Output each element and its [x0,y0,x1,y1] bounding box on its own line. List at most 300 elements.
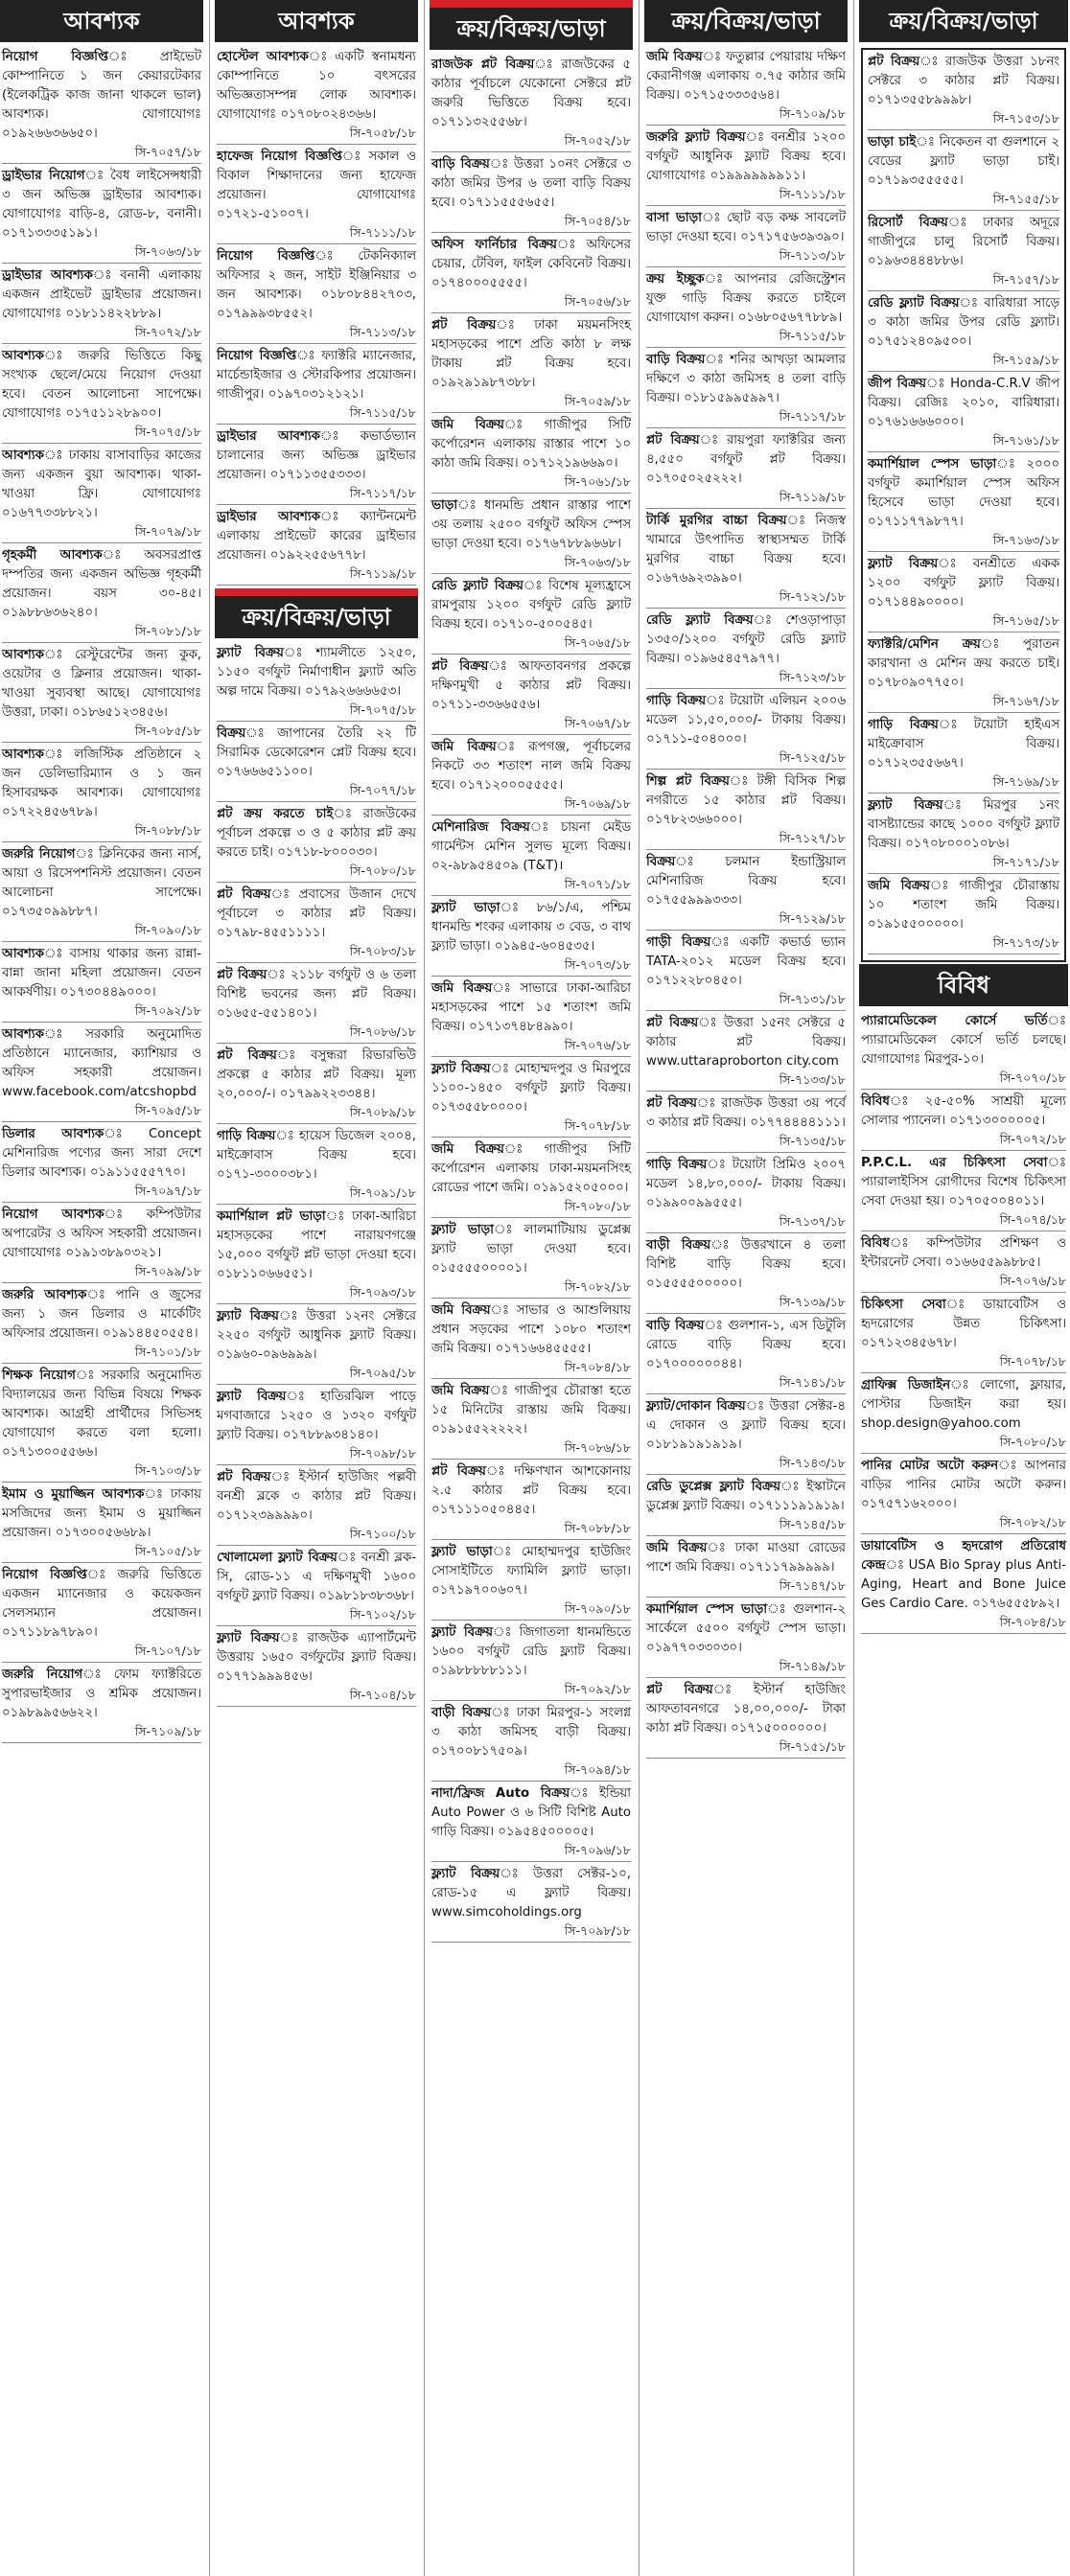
ad-body: ঃ অফিসের চেয়ার, টেবিল, ফাইল কেবিনেট বিক্রয়। ০১৭৪০০০৫৫৫৫। [431,238,631,290]
ad-body: ঃ রাজউক এ্যাপার্টমেন্ট উত্তরায় ১৬৫০ বর্গফুটের ফ্ল্যাট বিক্রয়। ০১৭৭১৯৯৯৪৫৬। [217,1631,416,1684]
classified-ad [217,1629,416,1687]
ad-code: সি-৭০৫৪/১৮ [431,213,631,233]
classified-ad [431,1060,631,1117]
classified-ad [646,1397,846,1455]
classified-ad [217,805,416,862]
classified-ad [217,1549,416,1606]
ad-body: ঃ রূপগঞ্জ, পূর্বাচলের নিকটে ৩৩ শতাংশ নাল জমি বিক্রয় হবে। ০১৭১২০০০৫৫৫৫। [431,740,631,793]
classified-ad [868,716,1059,773]
ad-body: ঃ মোহাম্মদপুর হাউজিং সোসাইটিতে ফ্যামিলি ফ্ল্যাট ভাড়া। ০১৭১৯৭০০৬০৭। [431,1545,631,1598]
ad-code: সি-৭০৮১/১৮ [2,623,201,643]
classified-ad [2,746,201,822]
ad-title: শিক্ষক নিয়োগ [2,1368,76,1383]
ad-body: ঃ চলমান ইন্ডাস্ট্রিয়াল মেশিনারিজ বিক্রয় হবে। ০১৭৫৫৯৯৯৩৩৩। [646,855,846,908]
ad-code: সি-৭০৮০/১৮ [431,1198,631,1218]
classified-ad [217,1046,416,1104]
ad-body: ঃ সরকারি অনুমোদিত প্রতিষ্ঠানে ম্যানেজার, ক্যাশিয়ার ও অফিস সহকারী প্রয়োজন। www.facebook.com/atcshopbd [2,1027,201,1099]
classified-ad [217,1208,416,1284]
ad-body: ঃ সাভার ও আশুলিয়ায় প্রধান সড়কের পাশে ১০৮০ শতাংশ জমি বিক্রয়। ০১৭১৬৬৪৫৫৫৫। [431,1303,631,1356]
ad-code: সি-৭০৭৫/১৮ [2,424,201,444]
ad-title: প্লট ক্রয় করতে চাই [217,807,334,821]
ad-title: জমি বিক্রয় [646,50,703,64]
ad-title: ডায়াবেটিস ও হৃদরোগ প্রতিরোধ কেন্দ্র [861,1539,1066,1573]
ad-list [644,48,848,1759]
ad-code: সি-৭০৮২/১৮ [431,1278,631,1299]
ad-code: সি-৭০৭১/১৮ [431,876,631,896]
ad-code: সি-৭০৮০/১৮ [861,1434,1066,1454]
ad-body: ঃ ধানমন্ডি প্রধান রাস্তার পাশে ৩য় তলায় ২৫০০ বর্গফুট অফিস স্পেস ভাড়া দেওয়া হবে। ০১৭৬৭৮৮৯৬৬৮। [431,498,631,551]
ad-code: সি-৭০৮৮/১৮ [2,822,201,842]
classified-ad [868,375,1059,432]
ad-code: সি-৭০৯০/১৮ [431,1600,631,1621]
classified-ad [861,1537,1066,1614]
ad-body: ঃ উত্তরা ১২নং সেক্টরে ২২৫০ বর্গফুট আধুনিক ফ্ল্যাট বিক্রয়। ০১৯৬০-০৯৬৯৯৯। [217,1309,416,1362]
ad-title: কমার্শিয়াল স্পেস ভাড়া [646,1602,768,1617]
classified-ad [646,1478,846,1516]
ad-body: ঃ শেওড়াপাড়া ১৩৫০/১২০০ বর্গফুট রেডি ফ্ল্যাট বিক্রয়। ০১৯৬৫৪৫৭৯৭৭। [646,613,846,666]
ad-title: বাড়ি বিক্রয় [646,1319,705,1333]
ad-code: সি-৭১৪৯/১৮ [646,1658,846,1678]
ad-body: ঃ মিরপুর ১নং বাসষ্ট্যান্ডের কাছে ১০০০ বর্গফুট ফ্ল্যাট বিক্রয়। ০১৭০৮০০০১০৮৬। [868,798,1060,851]
ad-code: সি-৭১০৭/১৮ [2,1643,201,1663]
classified-ad [646,1681,846,1738]
ad-title: বিবিধ [861,1236,890,1251]
ad-body: ঃ রাজউকের ৫ কাঠার পূর্বাচলে যেকোনো সেক্টরে প্লট জরুরি ভিত্তিতে বিক্রয় হবে। ০১৭১১৩২৫৫৬৮। [431,58,631,129]
ad-code: সি-৭১৭৩/১৮ [868,934,1059,954]
classified-ad [2,546,201,623]
classified-ad [217,508,416,565]
ad-body: ঃ ঢাকা ময়মনসিংহ মহাসড়কের পাশে প্রতি কাঠা ৮ লক্ষ টাকায় প্লট বিক্রয় হবে। ০১৯২৯১৯৮৭৩৮৮। [431,318,631,390]
classified-ad [431,1865,631,1922]
ad-body: ঃ পানি ও জুসের জন্য ১ জন ডিলার ও মার্কেটিং অফিসার প্রয়োজন। ০১৯১৪৪৫০৫৫৪। [2,1288,201,1341]
ad-title: ড্রাইভার আবশ্যক [2,268,93,283]
ad-body: ঃ কম্পিউটার প্রশিক্ষণ ও ইন্টারনেট সেবা। ০১৬৬৫৫৯৯৮৮৫। [861,1236,1066,1270]
ad-title: গাড়ি বিক্রয় [646,1158,708,1172]
classified-ad [868,294,1059,352]
ad-code: সি-৭১০০/১৮ [217,1526,416,1546]
ad-body: ঃ টয়োটা হাইএস মাইক্রোবাস বিক্রয়। ০১৭১২৩৫৫৬৬৭। [868,718,1060,770]
column-divider [209,0,210,2576]
ad-code: সি-৭০৫৭/১৮ [2,144,201,164]
ad-body: ঃ রাজউক উত্তরা ৩য় পর্বে ৩ কাঠার প্লট বিক্রয়। ০১৭৭৪৪৪৪১১১। [646,1096,846,1130]
ad-body: ঃ হায়েস ডিজেল ২০০৪, মাইক্রোবাস বিক্রয় হবে। ০১৭১-৩০০০৩৮১। [217,1129,416,1182]
ad-body: ঃ সকাল ও বিকাল শিক্ষাদানের জন্য হাফেজ প্রয়োজন। যোগাযোগঃ ০১৭২১-৫১০০৭। [217,150,416,221]
ad-title: বাড়ী বিক্রয় [646,1238,711,1253]
classified-ad [217,427,416,485]
ad-title: রেডি ফ্ল্যাট বিক্রয় [431,579,523,593]
classified-ad [861,1234,1066,1273]
classified-ad [431,155,631,213]
ad-title: প্লট বিক্রয় [217,1470,271,1484]
ad-body: ঃ বাসায় থাকার জন্য রান্না-বান্না জানা মহিলা প্রয়োজন। বেতন আকর্ষণীয়। ০১৭৩০৪৪৯০০০। [2,947,201,1000]
ad-code: সি-৭১১৯/১৮ [646,489,846,509]
column-divider [853,0,854,2576]
classified-ad [861,1012,1066,1070]
ad-body: ঃ বসুন্ধরা রিভারভিউ প্রকল্পে ৫ কাঠার প্লট বিক্রয়। মূল্য ২০,০০০/-। ০১৭৯৯২২৩৩৪৪। [217,1048,416,1101]
ad-title: মেশিনারিজ বিক্রয় [431,820,530,835]
ad-title: জরুরি নিয়োগ [2,847,76,862]
ad-title: নিয়োগ বিজ্ঞপ্তি [217,349,297,363]
ad-body: ঃ আপনার রেজিস্ট্রেশন যুক্ত গাড়ি বিক্রয় করতে চাইলে যোগাযোগ করুন। ০১৬৮০৫৬৭৭৮৮৯। [646,272,846,325]
ad-title: রেডি ফ্ল্যাট বিক্রয় [646,613,754,628]
classified-ad [2,1206,201,1263]
ad-title: ফ্ল্যাট বিক্রয় [217,1309,279,1323]
ad-title: ফ্ল্যাট বিক্রয় [431,1062,491,1076]
ad-code: সি-৭০৭২/১৮ [861,1131,1066,1151]
ad-body: ঃ কভার্ডভ্যান চালানোর জন্য অভিজ্ঞ ড্রাইভার প্রয়োজন। ০১৭১১৩৫৫৩৩৩। [217,429,416,482]
classified-ad [217,347,416,404]
ad-body: ঃ গাজীপুর সিটি কর্পোরেশন এলাকায় ঢাকা-ময়মনসিংহ রোডের পাশে জমি। ০১৯১৫২০৫০০০। [431,1142,631,1195]
ad-list [215,48,418,586]
ad-code: সি-৭০৮৩/১৮ [217,943,416,963]
ad-body: ঃ ঢাকায় মসজিদের জন্য ইমাম ও মুয়াজ্জিন প্রয়োজন। ০১৭৩০০৫৬৬৮৯। [2,1487,201,1540]
ad-code: সি-৭১০১/১৮ [2,1344,201,1364]
classified-ad [646,48,846,105]
ad-body: ঃ রায়পুরা ফ্যাক্টরির জন্য ৪,৫৫০ বর্গফুট প্লট বিক্রয়। ০১৭০৫০২৫২২২। [646,433,847,486]
ad-body: ঃ হাতিরঝিল পাড়ে মগবাজারে ১২৫০ ও ১৩২০ বর্গফুট ফ্ল্যাট বিক্রয়। ০১৭৮৮৯৩৪১৪০। [217,1390,416,1442]
ad-code: সি-৭০৯৫/১৮ [217,1365,416,1385]
ad-body: ঃ টঙ্গী বিসিক শিল্প নগরীতে ১৫ কাঠার প্লট বিক্রয়। ০১৭৮২৩৬৬০০০। [646,774,846,827]
ad-title: বিক্রয় [646,855,676,869]
classified-ad [217,1127,416,1184]
ad-code: সি-৭০৮২/১৮ [861,1514,1066,1534]
ad-title: জমি বিক্রয় [431,981,493,996]
ad-code: সি-৭১০৪/১৮ [217,1687,416,1707]
ad-body: ঃ রাজউক উত্তরা ১৮নং সেক্টরে ৩ কাঠার প্লট বিক্রয়। ০১৭১৩৫৫৮৯৯৯৮। [868,55,1059,107]
ad-body: ঃ দক্ষিণখান আশকোনায় ২.৫ কাঠার প্লট বিক্রয় হবে। ০১৭১১১০৫০৪৪৫। [431,1464,632,1517]
classified-ad [646,1236,846,1294]
ad-title: প্লট বিক্রয় [646,1683,713,1697]
ad-title: চিকিৎসা সেবা [861,1298,946,1312]
ad-body: ঃ অবসরপ্রাপ্ত দম্পতির জন্য একজন অভিজ্ঞ গৃহকর্মী প্রয়োজন। বয়স ৩০-৪৫। ০১৯৮৮৬৩৬২৪০। [2,548,201,620]
classified-ad [646,128,846,186]
ad-code: সি-৭১২৭/১৮ [646,830,846,850]
ad-title: নিয়োগ বিজ্ঞপ্তি [2,50,108,64]
ad-code: সি-৭০৯০/১৮ [2,922,201,942]
ad-body: ঃ ইস্কাটনে ডুপ্লেক্স ফ্ল্যাট বিক্রয়। ০১৭১১১৯১৯১৯। [646,1480,846,1513]
ad-code: সি-৭০৬৭/১৮ [431,715,631,735]
ad-body: ঃ একটি কভার্ড ভ্যান TATA-২০১২ মডেল বিক্রয় হবে। ০১৭১২২৮০৪৫০। [646,935,846,988]
ad-title: ফ্ল্যাট ভাড়া [431,1545,493,1559]
ad-list [430,56,633,1943]
ad-body: ঃ বনশ্রী ব্লক-সি, রোড-১১ এ দক্ষিণমুখী ১৬০০ বর্গফুট ফ্ল্যাট বিক্রয়। ০১৯৮১৮৩৮৩৬৮। [217,1551,416,1603]
ad-code: সি-৭১৫৯/১৮ [868,352,1059,372]
ad-title: ফ্ল্যাট বিক্রয় [868,557,939,571]
ad-body: ঃ ঢাকা মাওয়া রোডের পাশে জমি বিক্রয়। ০১৭১১৭৯৯৯৯৯। [646,1541,846,1575]
column-header: ক্রয়/বিক্রয়/ভাড়া [430,0,633,50]
ad-body: ঃ ঢাকা মিরপুর-১ সংলগ্ন ৩ কাঠা জমিসহ বাড়ী বিক্রয়। ০১৭০০৮১৭৫০৯। [431,1706,631,1759]
column-5 [859,0,1068,2576]
ad-code: সি-৭১১১/১৮ [646,186,846,206]
ad-body: ঃ ইস্টার্ন হাউজিং আফতাবনগরে ১৪,০০,০০০/- টাকা কাঠা প্লট বিক্রয়। ০১৭১৫০০০০০০। [646,1683,846,1736]
ad-code: সি-৭০৫৬/১৮ [431,293,631,313]
ad-code: সি-৭০৮৬/১৮ [217,1024,416,1044]
ad-code: সি-৭১৫৭/১৮ [868,271,1059,291]
ad-code: সি-৭০৭৫/১৮ [217,702,416,722]
classified-ad [431,1221,631,1278]
ad-body: ঃ প্রবাসের উজান দেখে পূর্বাচলে ৩ কাঠার প্লট বিক্রয়। ০১৭৯৮-৪৫৫১১১১। [217,887,417,940]
classified-ad [861,1376,1066,1434]
ad-title: জরুরি আবশ্যক [2,1288,87,1302]
ad-body: ঃ ডায়াবেটিস ও হৃদরোগের উন্নত চিকিৎসা। ০১৭১২৩৪৫৬৭৮। [861,1298,1066,1350]
ad-code: সি-৭১০৫/১৮ [2,1543,201,1563]
ad-title: আবশ্যক [2,448,44,463]
classified-ad [217,966,416,1024]
column-4 [644,0,848,2576]
ad-code: সি-৭১৪৩/১৮ [646,1455,846,1475]
ad-code: সি-৭০৯৬/১৮ [431,1842,631,1862]
ad-body: ঃ ইস্টার্ন হাউজিং পল্লবী বনশ্রী ব্লকে ৩ কাঠার প্লট বিক্রয়। ০১৭১২৩৯৯৯৯০। [217,1470,417,1523]
ad-body: ঃ প্রাইভেট কোম্পানিতে ১ জন কেয়ারটেকার (ইলেকট্রিক কাজ জানা থাকলে ভাল) আবশ্যক। যোগাযোগঃ ০১৯২৬৬৩৬৬৫০। [2,50,201,141]
ad-title: প্লট বিক্রয় [646,1096,697,1111]
ad-code: সি-৭১৩৩/১৮ [646,1071,846,1092]
ad-title: বিক্রয় [217,726,246,741]
classified-ad [431,1462,631,1520]
column-header: ক্রয়/বিক্রয়/ভাড়া [644,0,848,42]
ad-list [0,48,203,1743]
ad-body: ঃ লজিস্টিক প্রতিষ্ঠানে ২ জন ডেলিভারিম্যান ও ১ জন হিসাবরক্ষক আবশ্যক। যোগাযোগঃ ০১৭২২৪৫৬৭৮৯। [2,748,201,819]
classified-ad [2,447,201,523]
ad-title: গৃহকর্মী আবশ্যক [2,548,103,563]
classified-ad [868,455,1059,532]
ad-title: ভাড়া চাই [868,135,917,150]
classified-ad [2,646,201,723]
classified-ad [431,818,631,876]
ad-body: ঃ ফ্যাক্টরি ম্যানেজার, মার্চেন্ডাইজার ও স্টোরকিপার প্রয়োজন। গাজীপুর। ০১৯৭০৩১২১২১। [217,349,416,402]
ad-body: ঃ শ্যামলীতে ১২৫০, ১১৫০ বর্গফুট নির্মাণাধীন ফ্ল্যাট অতি অল্প দামে বিক্রয়। ০১৭৯২৬৬৬৬৫৩। [217,646,417,699]
ad-body: ঃ সাভারে ঢাকা-আরিচা মহাসড়কের পাশে ১৫ শতাংশ জমি বিক্রয়। ০১৭১৩৭৪৮৪৯৯০। [431,981,631,1034]
column-3 [430,0,633,2576]
classified-ad [646,1317,846,1374]
ad-body: ঃ রাজউকের পূর্বাচল প্রকল্পে ৩ ও ৫ কাঠার প্লট ক্রয় করতে চাই। ০১৭১৮-৮০০০৩০। [217,807,417,860]
classified-ad [646,611,846,669]
ad-body: ঃ লালমাটিয়ায় ডুপ্লেক্স ফ্ল্যাট ভাড়া দেওয়া হবে। ০১৫৫৫৫০০০০১। [431,1223,631,1276]
ad-body: ঃ উত্তরা ১৫নং সেক্টরে ৫ কাঠার প্লট বিক্রয়। www.uttaraproborton city.com [646,1016,846,1069]
ad-body: ঃ আপনার বাড়ির পানির মোটর অটো করুন। ০১৭৫৭১৬২০০০। [861,1459,1066,1511]
ad-body: ঃ ফোম ফ্যাক্টরিতে সুপারভাইজার ও শ্রমিক প্রয়োজন। ০১৯৮৯৯৫৬৬২২। [2,1668,201,1720]
classified-ad [431,1301,631,1359]
ad-title: পানির মোটর অটো করুন [861,1459,999,1473]
ad-body: ঃ উত্তরা সেক্টর-১০, রোড-১৫ এ ফ্ল্যাট বিক্রয়। www.simcoholdings.org [431,1867,631,1920]
ad-code: সি-৭১৪১/১৮ [646,1374,846,1394]
ad-title: প্লট বিক্রয় [217,968,268,982]
ad-title: গাড়ি বিক্রয় [217,1129,276,1143]
ad-code: সি-৭০৭৪/১৮ [861,1211,1066,1231]
ad-title: ফ্ল্যাট ভাড়া [431,901,500,915]
classified-ad [431,657,631,715]
classified-ad [868,53,1059,110]
classified-ad [868,877,1059,934]
ad-title: ফ্ল্যাট বিক্রয় [217,646,284,660]
classified-ad [217,724,416,782]
ad-code: সি-৭০৭৬/১৮ [431,1037,631,1057]
ad-title: আবশ্যক [2,947,44,961]
ad-body: ঃ ঢাকা-আরিচা মহাসড়কের পাশে নারায়ণগঞ্জে ১৫,০০০ বর্গফুট প্লট ভাড়া দেওয়া হবে। ০১৮১১০৬৬৫৫১। [217,1209,416,1281]
ad-title: ড্রাইভার আবশ্যক [217,429,320,444]
ad-code: সি-৭১২৯/১৮ [646,910,846,931]
classified-ad [2,845,201,922]
ad-code: সি-৭০৮৯/১৮ [217,1104,416,1124]
ad-title: বাড়ি বিক্রয় [431,157,490,172]
ad-title: ফ্ল্যাট বিক্রয় [217,1390,287,1404]
classified-ad [861,1457,1066,1514]
classified-ad [2,1125,201,1183]
ad-code: সি-৭১০৯/১৮ [646,105,846,126]
ad-code: সি-৭০৯৫/১৮ [2,1102,201,1122]
ad-body: ঃ বনশ্রীতে একক ১২০০ বর্গফুট ফ্ল্যাট বিক্রয়। ০১৭১৪৪৯০০০০। [868,557,1060,610]
ad-code: সি-৭১২৩/১৮ [646,669,846,689]
ad-list [215,644,418,1707]
ad-code: সি-৭০৯১/১৮ [217,1184,416,1205]
ad-title: ফ্ল্যাট ভাড়া [431,1223,494,1237]
ad-title: অফিস ফার্নিচার বিক্রয় [431,238,557,252]
column-divider [424,0,425,2576]
ad-body: ঃ USA Bio Spray plus Anti-Aging, Heart and Bone Juice Ges Cardio Care. ০১৭৬৫৫৫৮৯২। [861,1558,1066,1611]
ad-title: খোলামেলা ফ্ল্যাট বিক্রয় [217,1551,337,1565]
ad-title: শিল্প প্লট বিক্রয় [646,774,730,789]
column-1 [0,0,203,2576]
classified-ad [431,1704,631,1761]
ad-title: ডিলার আবশ্যক [2,1127,105,1141]
ad-body: ঃ ঢাকার অদূরে গাজীপুরে চালু রিসোর্ট বিক্রয়। ০১৯৬৩৪৪৪৮৮৬। [868,216,1059,268]
classified-ad [217,48,416,125]
ad-code: সি-৭০৬১/১৮ [431,473,631,494]
ad-code: সি-৭০৭৯/১৮ [2,523,201,543]
ad-code: সি-৭০৯৭/১৮ [2,1183,201,1203]
ad-body: ঃ টয়োটা এলিয়ন ২০০৬ মডেল ১১,৫০,০০০/- টাকায় বিক্রয়। ০১৭১১-৫০৪০০০। [646,694,846,747]
ad-title: ফ্ল্যাট/দোকান বিক্রয় [646,1399,746,1414]
classified-ad [431,1784,631,1842]
ad-code: সি-৭১২১/১৮ [646,588,846,609]
ad-code: সি-৭০৯২/১৮ [2,1002,201,1023]
ad-code: সি-৭১০৩/১৮ [2,1462,201,1483]
ad-title: ড্রাইভার নিয়োগ [2,169,85,183]
classified-ad [431,577,631,634]
classified-ad [431,316,631,393]
classified-ad [2,1025,201,1102]
classified-ad [217,148,416,224]
ad-title: বাড়ী বিক্রয় [431,1706,492,1720]
ad-title: প্লট বিক্রয় [646,1016,699,1030]
ad-title: জীপ বিক্রয় [868,377,926,391]
classified-ad [646,270,846,328]
ad-title: নিয়োগ আবশ্যক [2,1208,105,1222]
ad-body: ঃ শনির আখড়া আমলার দক্ষিণে ৩ কাঠা জমিসহ ৪ তলা বাড়ি বিক্রয়। ০১৮১৫৯৯৫৯৯৭। [646,353,846,405]
ad-code: সি-৭১৪৫/১৮ [646,1516,846,1536]
ad-body: ঃ উত্তরা সেক্টর-৪ এ দোকান ও ফ্ল্যাট বিক্রয় হবে। ০১৮১৯১৯১৯১৯। [646,1399,846,1452]
ad-body: ঃ উত্তরা ১০নং সেক্টরে ৩ কাঠা জমির উপর ৬ তলা বাড়ি বিক্রয় হবে। ০১৭১১৫৫৫৬৫৫। [431,157,631,210]
ad-title: আবশ্যক [2,349,44,363]
column-subheader: ক্রয়/বিক্রয়/ভাড়া [215,588,418,638]
ad-title: নিয়োগ বিজ্ঞপ্তি [2,1568,87,1582]
ad-body: ঃ টেকনিক্যাল অফিসার ২ জন, সাইট ইঞ্জিনিয়ার ৩ জন আবশ্যক। ০১৮০৮৪৪২৭০৩, ০১৭৯৯৯৩৮৫৫২। [217,249,416,321]
ad-title: হাফেজ নিয়োগ বিজ্ঞপ্তি [217,150,342,164]
ad-body: ঃ ঢাকায় বাসাবাড়ির কাজের জন্য একজন বুয়া আবশ্যক। থাকা-খাওয়া ফ্রি। যোগাযোগঃ ০১৬৭৭৩৩৮৮২১। [2,448,201,520]
ad-code: সি-৭০৫২/১৮ [431,132,631,152]
classified-ad [2,945,201,1002]
ad-title: জমি বিক্রয় [646,1541,708,1555]
classified-ad [646,209,846,247]
classified-ad [431,899,631,956]
ad-code: সি-৭০৯২/১৮ [431,1681,631,1701]
ad-title: জমি বিক্রয় [431,1142,504,1157]
ad-body: ঃ একটি স্বনামধন্য কোম্পানিতে ১০ বৎসরের অভিজ্ঞতাসম্পন্ন লোক আবশ্যক। যোগাযোগঃ ০১৭০৮০২৪৩৬৬। [217,50,416,122]
ad-code: সি-৭০৯৪/১৮ [431,1761,631,1782]
ad-code: সি-৭০৬৯/১৮ [431,795,631,816]
ad-code: সি-৭০৮৪/১৮ [431,1359,631,1379]
ad-body: ঃ গাজীপুর চৌরাস্তা হতে ১৫ মিনিটের রাস্তায় জমি বিক্রয়। ০১৯১৫৫২২২২২। [431,1384,631,1437]
ad-code: সি-৭০৮৫/১৮ [2,723,201,743]
classified-ad [2,347,201,424]
ad-body: ঃ রেস্টুরেন্টের জন্য কুক, ওয়েটার ও ক্লিনার প্রয়োজন। থাকা-খাওয়া সুব্যবস্থা আছে। যোগাযোগঃ উত্তরা, ঢাকা। ০১৮৬৫১২৩৪৫৬। [2,648,201,720]
ad-title: জমি বিক্রয় [431,418,504,432]
ad-code: সি-৭১৭১/১৮ [868,854,1059,874]
ad-title: গ্রাফিক্স ডিজাইন [861,1378,951,1392]
classified-ad [431,496,631,554]
ad-code: সি-৭০৭২/১৮ [2,324,201,344]
ad-title: রিসোর্ট বিক্রয় [868,216,948,230]
classified-ad [868,214,1059,271]
ad-code: সি-৭১০৯/১৮ [2,1723,201,1743]
ad-code: সি-৭০৮৪/১৮ [861,1614,1066,1634]
ad-code: সি-৭০৫৮/১৮ [217,125,416,145]
ad-body: ঃ জরুরি ভিত্তিতে একজন ম্যানেজার ও কয়েকজন সেলসম্যান প্রয়োজন। ০১৭১১৮৯৭৮৯০। [2,1568,201,1640]
ad-body: ঃ ৮৬/১/এ, পশ্চিম ধানমন্ডি শংকর এলাকায় ৩ বেড, ৩ বাথ ফ্ল্যাট ভাড়া। ০১৯৪৫-৬০৪৫৩৫। [431,901,631,954]
ad-title: ফ্ল্যাট বিক্রয় [431,1625,494,1640]
ad-title: হোস্টেল আবশ্যক [217,50,309,64]
ad-body: ঃ টয়োটা প্রিমিও ২০০৭ মডেল ১৪,৮০,০০০/- টাকায় বিক্রয়। ০১৯৯০০৯৯৫৫৫। [646,1158,846,1210]
ad-title: আবশ্যক [2,1027,44,1042]
column-divider [639,0,640,2576]
classified-ad [646,692,846,749]
ad-code: সি-৭০৬৩/১৮ [431,554,631,574]
classified-ad [646,1539,846,1577]
classified-ad [431,56,631,132]
ad-title: বাড়ি বিক্রয় [646,353,706,367]
classified-ad [861,1092,1066,1131]
ad-title: রেডি ডুপ্লেক্স ফ্ল্যাট বিক্রয় [646,1480,780,1494]
ad-code: সি-৭১১৩/১৮ [217,324,416,344]
ad-body: ঃ লোগো, ফ্লায়ার, পোস্টার ডিজাইন করা হয়। shop.design@yahoo.com [861,1378,1066,1431]
ad-title: কমার্শিয়াল প্লট ভাড়া [217,1209,326,1224]
classified-ad [868,555,1059,612]
ad-title: নিয়োগ বিজ্ঞপ্তি [217,249,315,264]
ad-code: সি-৭১৫১/১৮ [646,1738,846,1759]
ad-body: ঃ গুলশান-১, এস ডিটুলি রোডে বাড়ি বিক্রয় হবে। ০১৭০০০০০০৪৪। [646,1319,846,1371]
ad-code: সি-৭১৩১/১৮ [646,991,846,1011]
ad-body: ঃ কম্পিউটার অপারেটর ও অফিস সহকারী প্রয়োজন। যোগাযোগঃ ০১৯১৩৮৯০৩২১। [2,1208,201,1260]
ad-title: ফ্ল্যাট বিক্রয় [868,798,943,813]
classified-ad [431,1543,631,1600]
ad-code: সি-৭০৮৬/১৮ [431,1439,631,1460]
ad-title: প্লট বিক্রয় [217,1048,277,1063]
classified-ad [2,1485,201,1543]
ad-code: সি-৭০৮৮/১৮ [431,1520,631,1540]
ad-code: সি-৭০৭৮/১৮ [431,1117,631,1138]
ad-code: সি-৭১১৫/১৮ [646,328,846,348]
ad-code: সি-৭০৬৩/১৮ [2,243,201,264]
ad-code: সি-৭১১১/১৮ [217,224,416,244]
ad-code: সি-৭১৩৯/১৮ [646,1294,846,1314]
classified-ad [646,1094,846,1133]
ad-code: সি-৭১৬৩/১৮ [868,532,1059,552]
classified-ad [646,853,846,910]
ad-title: রেডি ফ্ল্যাট বিক্রয় [868,296,960,310]
ad-body: ঃ বনানী এলাকায় একজন প্রাইভেট ড্রাইভার প্রয়োজন। যোগাযোগঃ ০১৮১১৪২২৮৮৯। [2,268,202,321]
classified-ad [646,431,846,489]
ad-code: সি-৭১৩৭/১৮ [646,1213,846,1233]
ad-code: সি-৭১১৭/১৮ [217,485,416,505]
